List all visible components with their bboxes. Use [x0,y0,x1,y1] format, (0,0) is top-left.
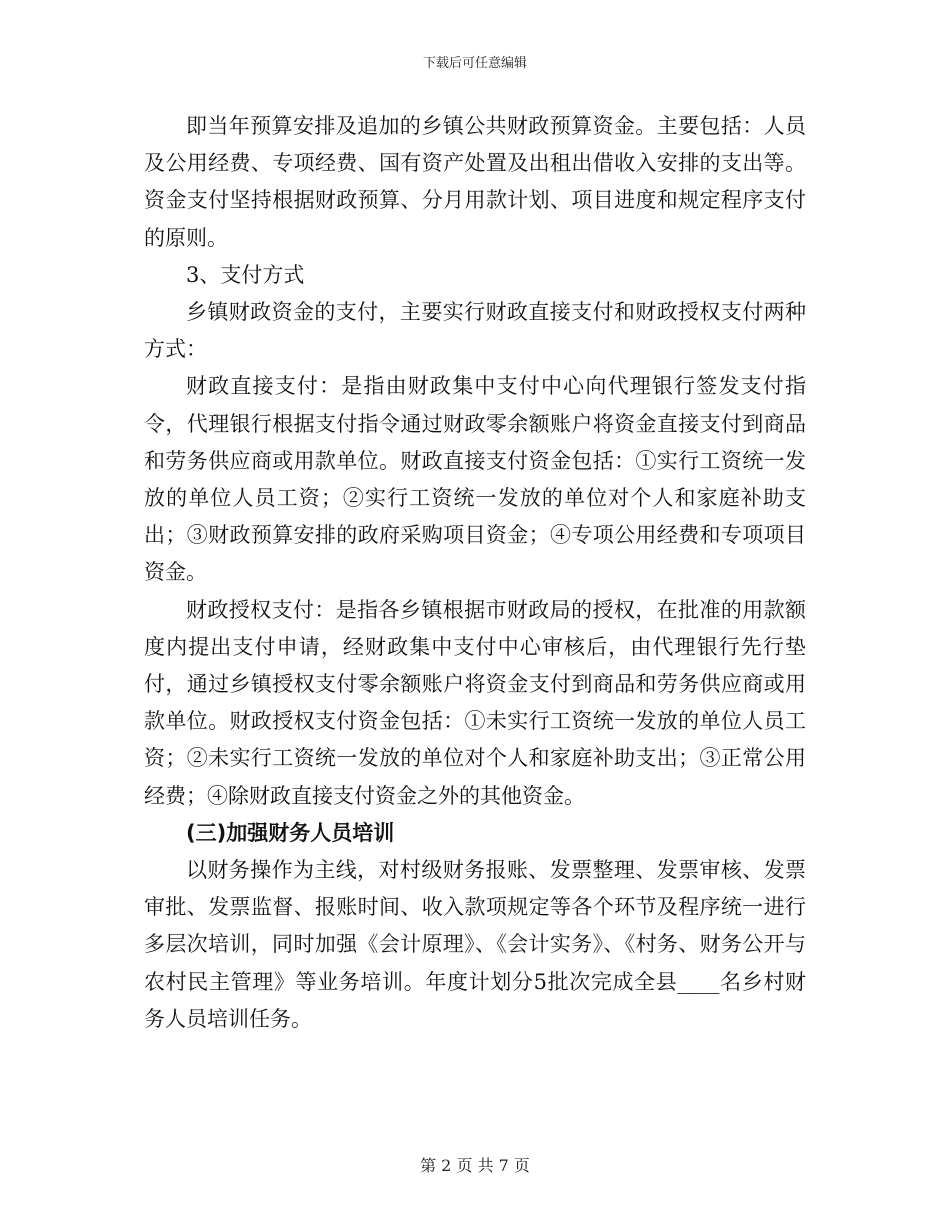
page-footer: 第 2 页 共 7 页 [420,1156,530,1175]
section-heading-payment-method: 3、支付方式 [186,262,305,287]
paragraph-direct-payment: 财政直接支付：是指由财政集中支付中心向代理银行签发支付指令，代理银行根据支付指令通过财政零余额账户将资金直接支付到商品和劳务供应商或用款单位。财政直接支付资金包括：①实行工资统一发放的单位人员工资；②实行工资统一发放的单位对个人和家庭补助支出；③财政预算安排的政府采购项目资金；④专项公用经费和专项项目资金。 [144,374,806,585]
header-note: 下载后可任意编辑 [422,56,527,71]
paragraph-training: 以财务操作为主线，对村级财务报账、发票整理、发票审核、发票审批、发票监督、报账时间、收入款项规定等各个环节及程序统一进行多层次培训，同时加强《会计原理》、《会计实务》、《村务、财务公开与农村民主管理》等业务培训。年度计划分5批次完成全县____名乡村财务人员培训任务。 [144,858,806,1031]
section-heading-staff-training: (三)加强财务人员培训 [186,820,395,845]
paragraph-authorized-payment: 财政授权支付：是指各乡镇根据市财政局的授权，在批准的用款额度内提出支付申请，经财政集中支付中心审核后，由代理银行先行垫付，通过乡镇授权支付零余额账户将资金支付到商品和劳务供应商或用款单位。财政授权支付资金包括：①未实行工资统一发放的单位人员工资；②未实行工资统一发放的单位对个人和家庭补助支出；③正常公用经费；④除财政直接支付资金之外的其他资金。 [144,597,806,808]
paragraph-payment-methods: 乡镇财政资金的支付，主要实行财政直接支付和财政授权支付两种方式： [144,300,806,362]
paragraph-budget-funds: 即当年预算安排及追加的乡镇公共财政预算资金。主要包括：人员及公用经费、专项经费、国有资产处置及出租出借收入安排的支出等。资金支付坚持根据财政预算、分月用款计划、项目进度和规定程序支付的原则。 [144,114,806,250]
document-body [144,108,806,1038]
